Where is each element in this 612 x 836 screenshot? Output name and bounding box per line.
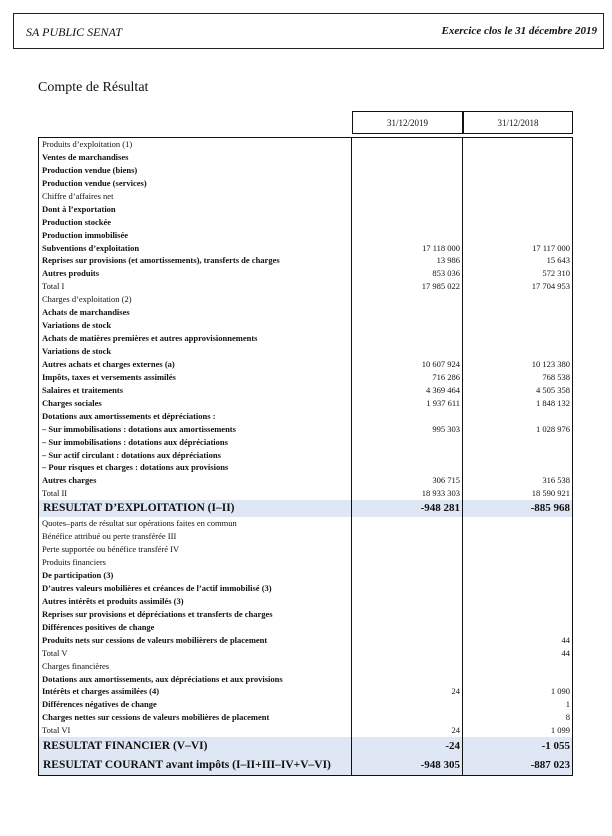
value-2018 — [463, 190, 571, 203]
value-2018 — [463, 216, 571, 229]
row-label: Ventes de marchandises — [39, 151, 352, 164]
row-label: Perte supportée ou bénéfice transféré IV — [39, 543, 352, 556]
row-label: – Pour risques et charges : dotations aux provisions — [39, 461, 352, 474]
value-2019 — [352, 543, 463, 556]
value-2019 — [352, 177, 463, 190]
table-row — [39, 461, 572, 474]
table-row — [39, 595, 572, 608]
value-2018 — [463, 569, 571, 582]
table-row — [39, 410, 572, 423]
value-2018: 1 848 132 — [536, 397, 570, 408]
value-2018: 768 538 — [542, 371, 570, 382]
value-2018 — [463, 177, 571, 190]
row-label: Total I — [39, 280, 352, 293]
table-row — [39, 698, 572, 711]
table-row — [39, 685, 572, 698]
value-2019: 853 036 — [352, 267, 463, 280]
value-2018: -885 968 — [530, 502, 570, 515]
table-row — [39, 543, 572, 556]
column-header-2018: 31/12/2018 — [463, 111, 573, 134]
row-label: D’autres valeurs mobilières et créances de l’actif immobilisé (3) — [39, 582, 352, 595]
row-label: Production stockée — [39, 216, 352, 229]
table-row — [39, 371, 572, 384]
value-2019: -24 — [352, 737, 463, 756]
value-2019 — [352, 698, 463, 711]
table-row — [39, 569, 572, 582]
table-row — [39, 242, 572, 255]
table-row — [39, 621, 572, 634]
value-2018 — [463, 151, 571, 164]
table-row — [39, 647, 572, 660]
value-2019 — [352, 449, 463, 462]
table-row — [39, 164, 572, 177]
row-label: Salaires et traitements — [39, 384, 352, 397]
value-2018 — [463, 608, 571, 621]
value-2019 — [352, 647, 463, 660]
row-label: Charges nettes sur cessions de valeurs mobilières de placement — [39, 711, 352, 724]
row-label: Autres produits — [39, 267, 352, 280]
company-name: SA PUBLIC SENAT — [26, 25, 123, 39]
table-row — [39, 203, 572, 216]
row-label: Quotes–parts de résultat sur opérations faites en commun — [39, 517, 352, 530]
row-label: Bénéfice attribué ou perte transférée III — [39, 530, 352, 543]
value-2018: 1 — [565, 699, 570, 710]
page-title: Compte de Résultat — [38, 80, 149, 95]
row-label: Dont à l’exportation — [39, 203, 352, 216]
value-2019: 306 715 — [352, 474, 463, 487]
column-header-2019: 31/12/2019 — [352, 111, 463, 134]
row-label: – Sur immobilisations : dotations aux dépréciations — [39, 436, 352, 449]
value-2019: 24 — [352, 724, 463, 737]
row-label: Autres charges — [39, 474, 352, 487]
row-label: Autres intérêts et produits assimilés (3) — [39, 595, 352, 608]
value-2019: 24 — [352, 685, 463, 698]
result-row — [39, 756, 572, 775]
value-2019 — [352, 582, 463, 595]
row-label: Achats de marchandises — [39, 306, 352, 319]
row-label: Reprises sur provisions (et amortissements), transferts de charges — [39, 254, 352, 267]
result-row — [39, 500, 572, 517]
value-2019 — [352, 569, 463, 582]
value-2018: 17 704 953 — [531, 281, 570, 292]
row-label: Intérêts et charges assimilées (4) — [39, 685, 352, 698]
row-label: Dotations aux amortissements et dépréciations : — [39, 410, 352, 423]
table-row — [39, 151, 572, 164]
table-row — [39, 474, 572, 487]
value-2019 — [352, 608, 463, 621]
value-2019 — [352, 595, 463, 608]
row-label: Charges sociales — [39, 397, 352, 410]
row-label: Total V — [39, 647, 352, 660]
table-row — [39, 138, 572, 151]
row-label: Total II — [39, 487, 352, 500]
value-2018 — [463, 306, 571, 319]
value-2019 — [352, 410, 463, 423]
value-2018: -887 023 — [530, 759, 570, 772]
value-2019 — [352, 711, 463, 724]
row-label: Charges financières — [39, 660, 352, 673]
value-2018 — [463, 530, 571, 543]
value-2018 — [463, 345, 571, 358]
value-2019 — [352, 436, 463, 449]
value-2018: 316 538 — [542, 475, 570, 486]
value-2019 — [352, 530, 463, 543]
value-2019 — [352, 319, 463, 332]
table-row — [39, 582, 572, 595]
value-2018 — [463, 319, 571, 332]
table-row — [39, 319, 572, 332]
table-row — [39, 190, 572, 203]
value-2019: 10 607 924 — [352, 358, 463, 371]
row-label: Production vendue (biens) — [39, 164, 352, 177]
value-2018 — [463, 203, 571, 216]
value-2018 — [463, 621, 571, 634]
table-row — [39, 449, 572, 462]
row-label: Variations de stock — [39, 345, 352, 358]
value-2018 — [463, 660, 571, 673]
table-row — [39, 332, 572, 345]
value-2019: 995 303 — [352, 423, 463, 436]
document-header — [13, 13, 604, 49]
value-2019 — [352, 673, 463, 686]
row-label: RESULTAT FINANCIER (V–VI) — [39, 737, 352, 756]
value-2019: 17 985 022 — [352, 280, 463, 293]
value-2018 — [463, 229, 571, 242]
value-2019 — [352, 164, 463, 177]
value-2018: 572 310 — [542, 268, 570, 279]
value-2018 — [463, 517, 571, 530]
value-2018 — [463, 461, 571, 474]
value-2019 — [352, 660, 463, 673]
table-row — [39, 306, 572, 319]
value-2018: 44 — [561, 647, 570, 658]
table-row — [39, 254, 572, 267]
result-row — [39, 737, 572, 756]
value-2018: 1 090 — [550, 686, 570, 697]
row-label: Achats de matières premières et autres approvisionnements — [39, 332, 352, 345]
value-2018 — [463, 332, 571, 345]
row-label: Production vendue (services) — [39, 177, 352, 190]
value-2019 — [352, 293, 463, 306]
fiscal-period: Exercice clos le 31 décembre 2019 — [441, 25, 597, 37]
table-row — [39, 229, 572, 242]
row-label: Produits financiers — [39, 556, 352, 569]
value-2019 — [352, 203, 463, 216]
table-row — [39, 724, 572, 737]
value-2019: 1 937 611 — [352, 397, 463, 410]
value-2018: 10 123 380 — [531, 358, 570, 369]
value-2019 — [352, 621, 463, 634]
table-row — [39, 673, 572, 686]
value-2019: 13 986 — [352, 254, 463, 267]
table-row — [39, 280, 572, 293]
row-label: Impôts, taxes et versements assimilés — [39, 371, 352, 384]
row-label: – Sur immobilisations : dotations aux amortissements — [39, 423, 352, 436]
value-2018 — [463, 556, 571, 569]
value-2019: -948 281 — [352, 500, 463, 517]
row-label: Autres achats et charges externes (a) — [39, 358, 352, 371]
row-label: Total VI — [39, 724, 352, 737]
value-2018 — [463, 410, 571, 423]
table-row — [39, 177, 572, 190]
value-2018 — [463, 449, 571, 462]
table-row — [39, 660, 572, 673]
income-statement-table — [38, 137, 573, 776]
row-label: Chiffre d’affaires net — [39, 190, 352, 203]
value-2018: 44 — [561, 634, 570, 645]
value-2018 — [463, 582, 571, 595]
table-row — [39, 530, 572, 543]
row-label: RESULTAT COURANT avant impôts (I–II+III–IV+V–VI) — [39, 756, 352, 775]
table-row — [39, 216, 572, 229]
table-row — [39, 634, 572, 647]
value-2019 — [352, 216, 463, 229]
table-row — [39, 345, 572, 358]
row-label: Produits d’exploitation (1) — [39, 138, 352, 151]
row-label: Reprises sur provisions et dépréciations et transferts de charges — [39, 608, 352, 621]
value-2019 — [352, 634, 463, 647]
table-row — [39, 608, 572, 621]
table-row — [39, 711, 572, 724]
row-label: Charges d’exploitation (2) — [39, 293, 352, 306]
table-row — [39, 517, 572, 530]
value-2018 — [463, 164, 571, 177]
value-2018: 15 643 — [546, 255, 570, 266]
row-label: Dotations aux amortissements, aux dépréciations et aux provisions — [39, 673, 352, 686]
table-row — [39, 358, 572, 371]
table-row — [39, 384, 572, 397]
table-row — [39, 436, 572, 449]
value-2019 — [352, 306, 463, 319]
table-row — [39, 267, 572, 280]
value-2019: 716 286 — [352, 371, 463, 384]
table-row — [39, 293, 572, 306]
value-2018: 1 028 976 — [536, 423, 570, 434]
table-row — [39, 556, 572, 569]
value-2018 — [463, 138, 571, 151]
row-label: Produits nets sur cessions de valeurs mobilièrers de placement — [39, 634, 352, 647]
value-2019: -948 305 — [352, 756, 463, 775]
value-2018: 8 — [565, 712, 570, 723]
value-2019: 4 369 464 — [352, 384, 463, 397]
row-label: Production immobilisée — [39, 229, 352, 242]
row-label: De participation (3) — [39, 569, 352, 582]
row-label: Variations de stock — [39, 319, 352, 332]
value-2019 — [352, 461, 463, 474]
value-2019 — [352, 229, 463, 242]
value-2018 — [463, 595, 571, 608]
value-2019 — [352, 345, 463, 358]
row-label: RESULTAT D’EXPLOITATION (I–II) — [39, 500, 352, 517]
value-2019 — [352, 556, 463, 569]
value-2019 — [352, 190, 463, 203]
value-2018: -1 055 — [541, 740, 570, 753]
value-2018 — [463, 673, 571, 686]
row-label: Subventions d’exploitation — [39, 242, 352, 255]
value-2018: 1 099 — [550, 725, 570, 736]
value-2018: 18 590 921 — [531, 488, 570, 499]
table-row — [39, 397, 572, 410]
value-2019: 18 933 303 — [352, 487, 463, 500]
row-label: Différences positives de change — [39, 621, 352, 634]
value-2019: 17 118 000 — [352, 242, 463, 255]
table-row — [39, 487, 572, 500]
value-2019 — [352, 332, 463, 345]
table-row — [39, 423, 572, 436]
value-2018: 17 117 000 — [532, 242, 570, 253]
value-2018 — [463, 293, 571, 306]
row-label: Différences négatives de change — [39, 698, 352, 711]
value-2018 — [463, 543, 571, 556]
row-label: – Sur actif circulant : dotations aux dépréciations — [39, 449, 352, 462]
value-2019 — [352, 517, 463, 530]
value-2018 — [463, 436, 571, 449]
value-2019 — [352, 138, 463, 151]
value-2019 — [352, 151, 463, 164]
value-2018: 4 505 358 — [536, 384, 570, 395]
